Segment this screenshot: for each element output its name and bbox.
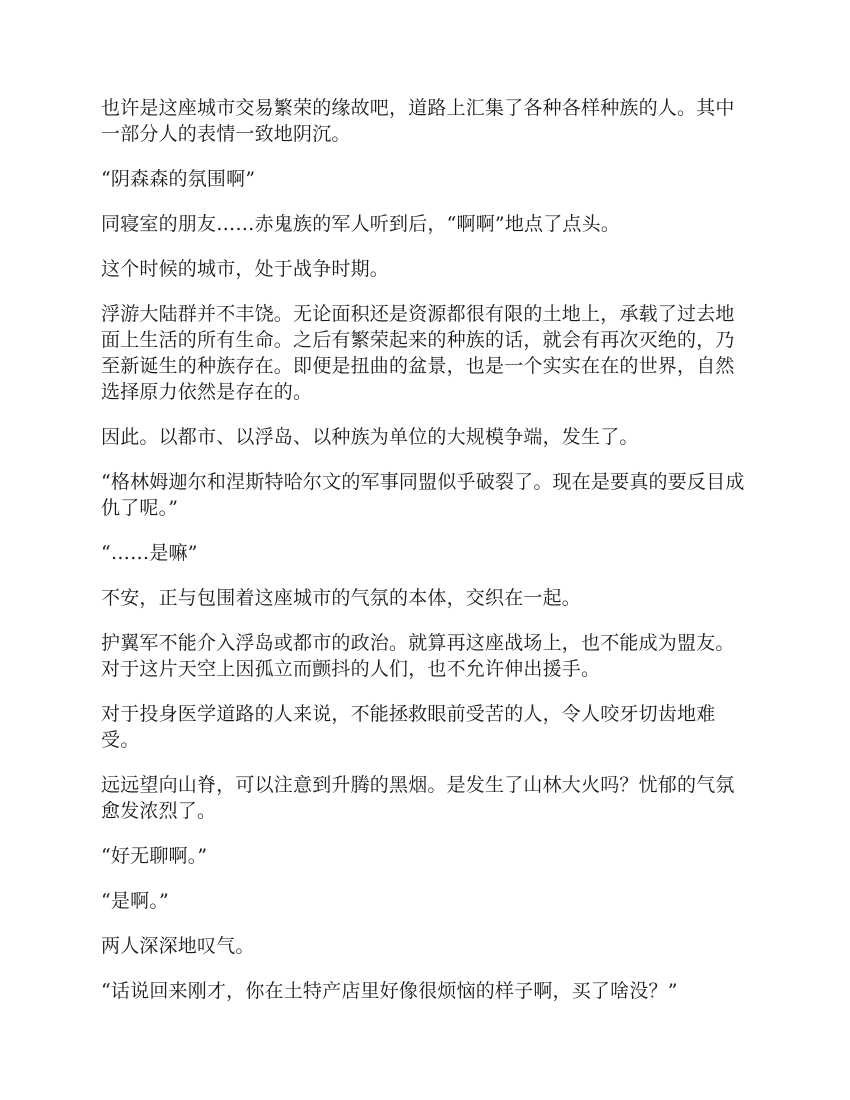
paragraph: “是啊。” — [101, 890, 169, 912]
paragraph: “格林姆迦尔和涅斯特哈尔文的军事同盟似乎破裂了。现在是要真的要反目成仇了呢。” — [101, 471, 745, 519]
paragraph: “好无聊啊。” — [101, 845, 208, 867]
paragraph: “……是嘛” — [101, 542, 198, 564]
paragraph: “阴森森的氛围啊” — [101, 168, 256, 190]
paragraph: 不安，正与包围着这座城市的气氛的本体，交织在一起。 — [101, 587, 582, 609]
document-body — [101, 95, 751, 1023]
paragraph: 对于投身医学道路的人来说，不能拯救眼前受苦的人，令人咬牙切齿地难受。 — [101, 703, 716, 751]
paragraph: 两人深深地叹气。 — [101, 935, 255, 957]
paragraph: 这个时候的城市，处于战争时期。 — [101, 258, 390, 280]
paragraph: 同寝室的朋友……赤鬼族的军人听到后，“啊啊”地点了点头。 — [101, 213, 621, 235]
paragraph: 因此。以都市、以浮岛、以种族为单位的大规模争端，发生了。 — [101, 426, 639, 448]
paragraph: 也许是这座城市交易繁荣的缘故吧，道路上汇集了各种各样种族的人。其中一部分人的表情一致地阴沉。 — [101, 97, 735, 145]
paragraph: 护翼军不能介入浮岛或都市的政治。就算再这座战场上，也不能成为盟友。对于这片天空上因孤立而颤抖的人们，也不允许伸出援手。 — [101, 632, 735, 680]
paragraph: 远远望向山脊，可以注意到升腾的黑烟。是发生了山林大火吗？忧郁的气氛愈发浓烈了。 — [101, 774, 735, 822]
paragraph: 浮游大陆群并不丰饶。无论面积还是资源都很有限的土地上，承载了过去地面上生活的所有生命。之后有繁荣起来的种族的话，就会有再次灭绝的，乃至新诞生的种族存在。即便是扭曲的盆景，也是一个实实在在的世界，自然选择原力依然是存在的。 — [101, 303, 735, 403]
paragraph: “话说回来刚才，你在土特产店里好像很烦恼的样子啊，买了啥没？” — [101, 980, 678, 1002]
